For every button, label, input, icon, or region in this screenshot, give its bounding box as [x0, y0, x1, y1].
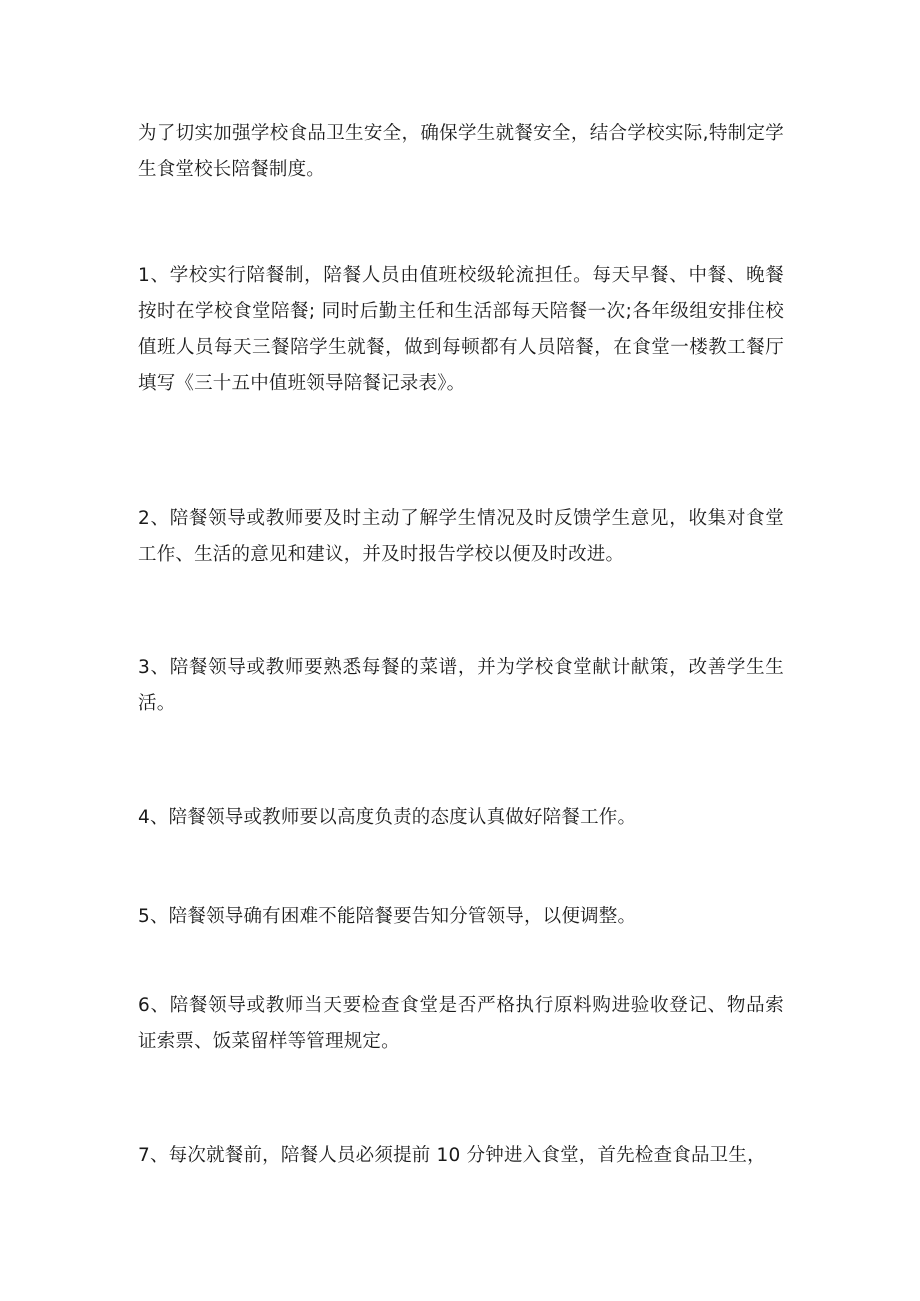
rule-paragraph-3: 3、陪餐领导或教师要熟悉每餐的菜谱，并为学校食堂献计献策，改善学生生活。 [138, 657, 784, 714]
intro-paragraph: 为了切实加强学校食品卫生安全，确保学生就餐安全，结合学校实际,特制定学生食堂校长陪餐制度。 [138, 123, 784, 180]
rule-paragraph-5: 5、陪餐领导确有困难不能陪餐要告知分管领导，以便调整。 [138, 906, 637, 927]
rule-paragraph-2: 2、陪餐领导或教师要及时主动了解学生情况及时反馈学生意见，收集对食堂工作、生活的意见和建议，并及时报告学校以便及时改进。 [138, 508, 784, 565]
rule-paragraph-6: 6、陪餐领导或教师当天要检查食堂是否严格执行原料购进验收登记、物品索证索票、饭菜留样等管理规定。 [138, 995, 784, 1052]
rule-paragraph-1: 1、学校实行陪餐制，陪餐人员由值班校级轮流担任。每天早餐、中餐、晚餐按时在学校食堂陪餐; 同时后勤主任和生活部每天陪餐一次;各年级组安排住校值班人员每天三餐陪学生就餐，做到每顿都有人员陪餐，在食堂一楼教工餐厅填写《三十五中值班领导陪餐记录表》。 [138, 265, 784, 394]
rule-paragraph-4: 4、陪餐领导或教师要以高度负责的态度认真做好陪餐工作。 [138, 807, 637, 828]
rule-paragraph-7: 7、每次就餐前，陪餐人员必须提前 10 分钟进入食堂，首先检查食品卫生， [138, 1145, 766, 1166]
